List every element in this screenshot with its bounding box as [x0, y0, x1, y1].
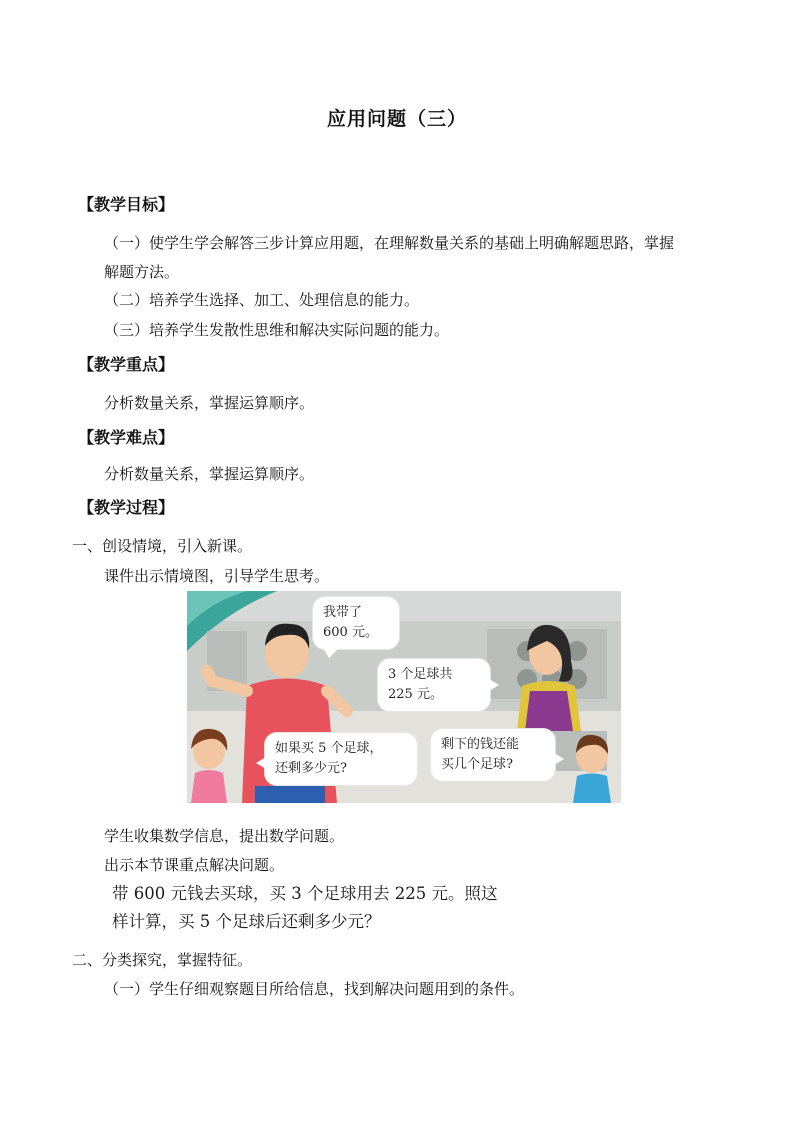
bubble-price-line-1: 3 个足球共 — [388, 667, 453, 682]
speech-bubble-price — [378, 659, 490, 711]
step-2-heading: 二、分类探究，掌握特征。 — [72, 951, 253, 969]
bubble-man-line-2: 600 元。 — [323, 625, 378, 640]
goal-3: （三）培养学生发散性思维和解决实际问题的能力。 — [104, 321, 450, 339]
step-2-text: （一）学生仔细观察题目所给信息，找到解决问题用到的条件。 — [104, 980, 525, 998]
speech-bubble-man — [313, 597, 399, 649]
after-image-text-1: 学生收集数学信息，提出数学问题。 — [104, 827, 345, 845]
step-1-heading: 一、创设情境，引入新课。 — [72, 537, 253, 555]
bubble-man-line-1: 我带了 — [323, 605, 363, 620]
teaching-process-heading: 【教学过程】 — [78, 498, 175, 517]
speech-bubble-boy — [431, 729, 555, 781]
bubble-girl-line-1: 如果买 5 个足球， — [275, 741, 383, 756]
goal-1 — [104, 229, 734, 258]
difficult-points-text: 分析数量关系，掌握运算顺序。 — [104, 465, 315, 483]
key-points-text: 分析数量关系，掌握运算顺序。 — [104, 394, 315, 412]
bubble-boy-line-1: 剩下的钱还能 — [441, 737, 520, 752]
step-1-text: 课件出示情境图，引导学生思考。 — [104, 567, 330, 585]
goal-1-line-1: （一）使学生学会解答三步计算应用题，在理解数量关系的基础上明确解题思路，掌握 — [104, 234, 675, 252]
problem-line-2: 样计算，买 5 个足球后还剩多少元？ — [112, 912, 381, 931]
teaching-goals-heading: 【教学目标】 — [78, 195, 175, 214]
difficult-points-heading: 【教学难点】 — [78, 428, 175, 447]
bubble-price-line-2: 225 元。 — [388, 687, 443, 702]
bubble-girl-line-2: 还剩多少元? — [275, 761, 347, 776]
bubble-boy-line-2: 买几个足球? — [441, 757, 513, 772]
problem-line-1: 带 600 元钱去买球，买 3 个足球用去 225 元。照这 — [112, 884, 498, 903]
speech-bubble-girl — [265, 733, 417, 785]
key-points-heading: 【教学重点】 — [78, 355, 175, 374]
goal-2: （二）培养学生选择、加工、处理信息的能力。 — [104, 291, 420, 309]
goal-1-line-2: 解题方法。 — [104, 263, 180, 281]
page-title: 应用问题（三） — [326, 108, 467, 130]
after-image-text-2: 出示本节课重点解决问题。 — [104, 856, 285, 874]
scene-illustration — [187, 591, 621, 803]
